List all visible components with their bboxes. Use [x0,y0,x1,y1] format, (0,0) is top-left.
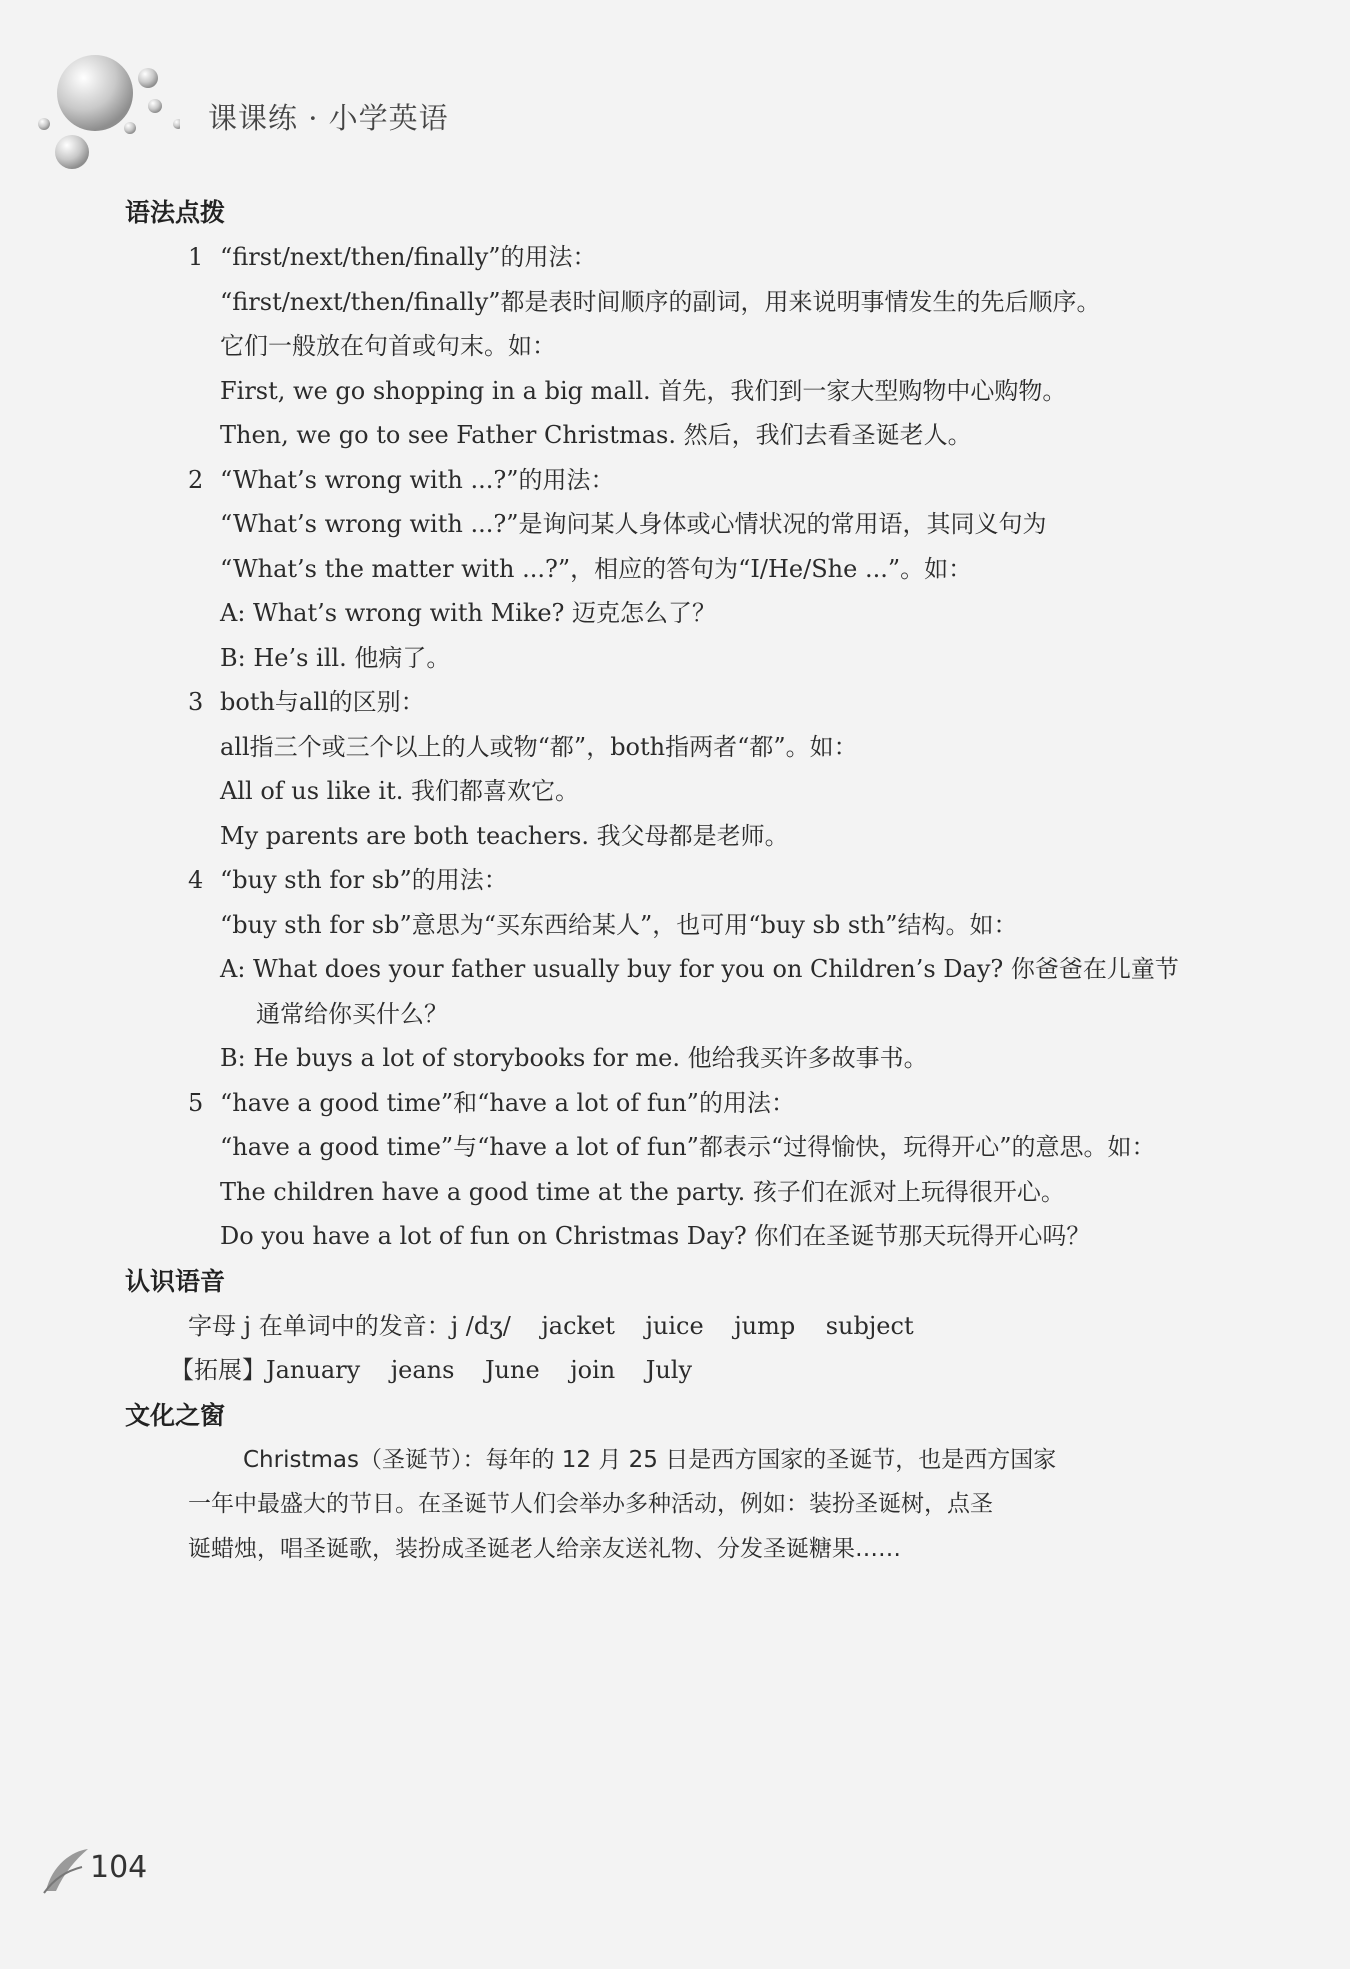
grammar-item-title: 4 “buy sth for sb”的用法： [188,866,508,894]
content [125,190,1205,1571]
grammar-example-continued: 通常给你买什么？ [256,999,448,1028]
leaf-decoration-icon [42,1845,92,1895]
culture-paragraph-line: 一年中最盛大的节日。在圣诞节人们会举办多种活动，例如：装扮圣诞树，点圣 [188,1491,993,1517]
grammar-line: all指三个或三个以上的人或物“都”，both指两者“都”。如： [220,732,858,761]
grammar-item-title: 1 “first/next/then/finally”的用法： [188,243,597,271]
grammar-example: The children have a good time at the party. 孩子们在派对上玩得很开心。 [220,1177,1065,1206]
phonics-section-title: 认识语音 [125,1266,226,1296]
page-number: 104 [90,1850,148,1885]
grammar-section-title: 语法点拨 [125,198,226,227]
grammar-item-title: 3 both与all的区别： [188,688,425,716]
grammar-line: “have a good time”与“have a lot of fun”都表示“过得愉快，玩得开心”的意思。如： [220,1133,1156,1161]
grammar-example: First, we go shopping in a big mall. 首先，我们到一家大型购物中心购物。 [220,376,1067,405]
grammar-line: “What’s wrong with ...?”是询问某人身体或心情状况的常用语，其同义句为 [220,510,1047,538]
grammar-example: A: What does your father usually buy for you on Children’s Day? 你爸爸在儿童节 [220,955,1179,983]
grammar-line: “What’s the matter with ...?”，相应的答句为“I/He/She ...”。如： [220,554,973,583]
culture-paragraph-line: 诞蜡烛，唱圣诞歌，装扮成圣诞老人给亲友送礼物、分发圣诞糖果…… [188,1535,901,1562]
grammar-example: All of us like it. 我们都喜欢它。 [220,777,579,805]
culture-paragraph-line: Christmas（圣诞节）：每年的 12 月 25 日是西方国家的圣诞节，也是西方国家 [243,1446,1057,1473]
grammar-example: A: What’s wrong with Mike? 迈克怎么了？ [220,599,717,627]
grammar-example: B: He’s ill. 他病了。 [220,643,451,672]
grammar-item-title: 2 “What’s wrong with ...?”的用法： [188,465,615,494]
culture-section-title: 文化之窗 [125,1400,226,1430]
running-header: 课课练 · 小学英语 [208,101,449,135]
bubbles-decoration-icon [30,48,180,178]
grammar-item-title: 5 “have a good time”和“have a lot of fun”的用法： [188,1088,795,1117]
phonics-extension-line: 【拓展】January jeans June join July [170,1356,693,1384]
grammar-example: Then, we go to see Father Christmas. 然后，我们去看圣诞老人。 [220,421,972,449]
grammar-line: 它们一般放在句首或句末。如： [220,332,556,360]
grammar-example: Do you have a lot of fun on Christmas Day? 你们在圣诞节那天玩得开心吗？ [220,1222,1091,1250]
grammar-example: B: He buys a lot of storybooks for me. 他给我买许多故事书。 [220,1044,928,1072]
grammar-line: “first/next/then/finally”都是表时间顺序的副词，用来说明事情发生的先后顺序。 [220,287,1101,316]
phonics-line: 字母 j 在单词中的发音：j /dʒ/ jacket juice jump subject [188,1311,914,1340]
grammar-example: My parents are both teachers. 我父母都是老师。 [220,821,789,850]
grammar-line: “buy sth for sb”意思为“买东西给某人”，也可用“buy sb sth”结构。如： [220,910,1018,939]
